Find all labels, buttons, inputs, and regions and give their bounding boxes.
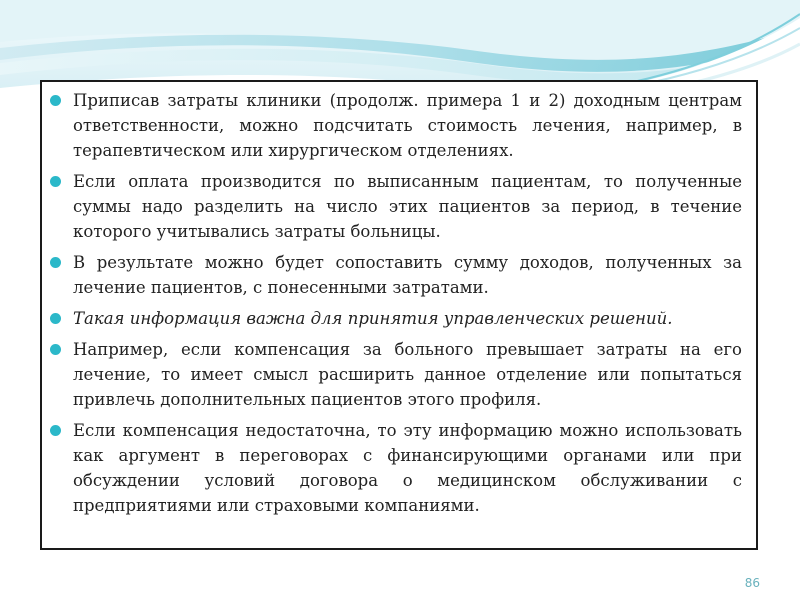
bullet-dot-icon: [50, 176, 61, 187]
bullet-text: Если компенсация недостаточна, то эту информацию можно использовать как аргумент в переговорах с финансирующими органами или при обсуждении условий договора о медицинском обслуживании с предприятиями или страховыми компаниями.: [73, 421, 742, 515]
bullet-text: Если оплата производится по выписанным пациентам, то полученные суммы надо разделить на число этих пациентов за период, в течение которого учитывались затраты больницы.: [73, 172, 742, 241]
bullet-item-2: [50, 169, 742, 244]
bullet-text: В результате можно будет сопоставить сумму доходов, полученных за лечение пациентов, с понесенными затратами.: [73, 253, 742, 297]
bullet-item-4: [50, 306, 742, 331]
bullet-dot-icon: [50, 344, 61, 355]
bullet-dot-icon: [50, 95, 61, 106]
bullet-text: Приписав затраты клиники (продолж. примера 1 и 2) доходным центрам ответственности, можно подсчитать стоимость лечения, например, в терапевтическом или хирургическом отделениях.: [73, 91, 742, 160]
content-box: [40, 80, 758, 550]
bullet-item-3: [50, 250, 742, 300]
bullet-item-5: [50, 337, 742, 412]
bullet-dot-icon: [50, 425, 61, 436]
bullet-item-6: [50, 418, 742, 518]
bullet-text: Такая информация важна для принятия управленческих решений.: [73, 309, 673, 328]
bullet-item-1: [50, 88, 742, 163]
bullet-dot-icon: [50, 313, 61, 324]
bullet-dot-icon: [50, 257, 61, 268]
bullet-text: Например, если компенсация за больного превышает затраты на его лечение, то имеет смысл расширить данное отделение или попытаться привлечь дополнительных пациентов этого профиля.: [73, 340, 742, 409]
bullet-list: [50, 88, 742, 518]
page-number: 86: [744, 576, 760, 590]
